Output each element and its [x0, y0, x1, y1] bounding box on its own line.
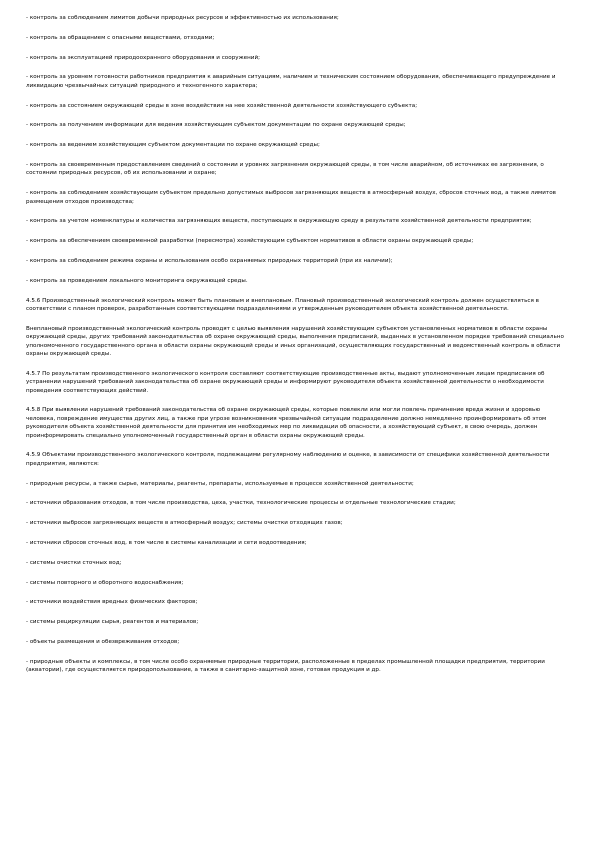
section-paragraph: Внеплановый производственный экологический контроль проводят с целью выявления нарушений хозяйствующим субъектом установленных нормативов в области охраны окружающей среды, других требований законодательства об охране окружающей среды, выполнения предписаний, выданных в установленном порядке требований специально уполномоченного государственного органа в области охраны окружающей среды и иных организаций, осуществляющих государственный и ведомственный контроль в области охраны окружающей среды. — [26, 325, 564, 357]
list-item: - контроль за ведением хозяйствующим субъектом документации по охране окружающей среды; — [26, 142, 320, 149]
list-item: - контроль за получением информации для ведения хозяйствующим субъектом документации по охране окружающей среды; — [26, 122, 406, 129]
list-item: - системы рециркуляции сырья, реагентов и материалов; — [26, 619, 199, 626]
list-item: - контроль за обращением с опасными веществами, отходами; — [26, 34, 215, 41]
list-item: - контроль за соблюдением лимитов добычи природных ресурсов и эффективностью их использования; — [26, 15, 339, 21]
list-item: - системы повторного и оборотного водоснабжения; — [26, 579, 184, 586]
list-item: - контроль за состоянием окружающей среды в зоне воздействия на нее хозяйственной деятельности хозяйствующего субъекта; — [26, 102, 418, 109]
document-page — [26, 14, 569, 686]
list-item: - источники выбросов загрязняющих веществ в атмосферный воздух; системы очистки отходящих газов; — [26, 520, 343, 527]
list-item: - источники образования отходов, в том числе производства, цеха, участки, технологические процессы и отдельные технологические стадии; — [26, 500, 456, 507]
list-item: - объекты размещения и обезвреживания отходов; — [26, 639, 180, 645]
list-item: - контроль за уровнем готовности работников предприятия к аварийным ситуациям, наличием и техническим состоянием оборудования, обеспечивающего предупреждение и ликвидацию чрезвычайных ситуаций природного и техногенного характера; — [26, 74, 556, 89]
section-paragraph: 4.5.7 По результатам производственного экологического контроля составляют соответствующие производственные акты, выдают уполномоченным лицам предписания об устранении нарушений требований законодательства об охране окружающей среды и информируют руководителя объекта хозяйственной деятельности о необходимости проведения соответствующих действий. — [26, 370, 545, 394]
list-item: - системы очистки сточных вод; — [26, 559, 122, 566]
list-item: - контроль за учетом номенклатуры и количества загрязняющих веществ, поступающих в окружающую среду в результате хозяйственной деятельности предприятия; — [26, 218, 532, 225]
list-item: - природные объекты и комплексы, в том числе особо охраняемые природные территории, расположенные в пределах промышленной площадки предприятия, территории (акватории), где осуществляется природопользование, а также в санитарно-защитной зоне, готовая продукция и др. — [26, 658, 545, 674]
section-paragraph: 4.5.8 При выявлении нарушений требований законодательства об охране окружающей среды, которые повлекли или могли повлечь причинение вреда жизни и здоровью человека, повреждение имущества других лиц, а также при угрозе возникновения чрезвычайной ситуации подразделение должно немедленно проинформировать об этом руководителя объекта хозяйственной деятельности для принятия им необходимых мер по ликвидации об опасности, а хозяйствующий субъект, в свою очередь, должен проинформировать специально уполномоченный государственный орган в области охраны окружающей среды. — [26, 407, 547, 439]
list-item: - контроль за проведением локального мониторинга окружающей среды. — [26, 277, 248, 284]
list-item: - контроль за своевременным предоставлением сведений о состоянии и уровнях загрязнения окружающей среды, в том числе аварийном, об источниках ее загрязнения, о состоянии природных ресурсов, об их использовании и охране; — [26, 161, 544, 177]
section-paragraph: 4.5.9 Объектами производственного экологического контроля, подлежащими регулярному наблюдению и оценке, в зависимости от специфики хозяйственной деятельности предприятия, являются: — [26, 452, 550, 467]
list-item: - контроль за обеспечением своевременной разработки (пересмотра) хозяйствующим субъектом нормативов в области охраны окружающей среды; — [26, 238, 474, 245]
list-item: - контроль за эксплуатацией природоохранного оборудования и сооружений; — [26, 54, 261, 61]
section-paragraph: 4.5.6 Производственный экологический контроль может быть плановым и внеплановым. Плановый производственный экологический контроль должен осуществляться в соответствии с планом проверок, разработанным соответствующими подразделениями и утвержденным руководителем объекта хозяйственной деятельности. — [26, 297, 539, 312]
list-item: - контроль за соблюдением хозяйствующим субъектом предельно допустимых выбросов загрязняющих веществ в атмосферный воздух, сбросов сточных вод, а также лимитов размещения отходов производства; — [26, 190, 556, 205]
list-item: - источники сбросов сточных вод, в том числе в системы канализации и сети водоотведения; — [26, 540, 307, 547]
list-item: - контроль за соблюдением режима охраны и использования особо охраняемых природных территорий (при их наличии); — [26, 257, 393, 264]
list-item: - источники воздействия вредных физических факторов; — [26, 599, 198, 606]
list-item: - природные ресурсы, а также сырье, материалы, реагенты, препараты, используемые в процессе хозяйственной деятельности; — [26, 480, 414, 487]
